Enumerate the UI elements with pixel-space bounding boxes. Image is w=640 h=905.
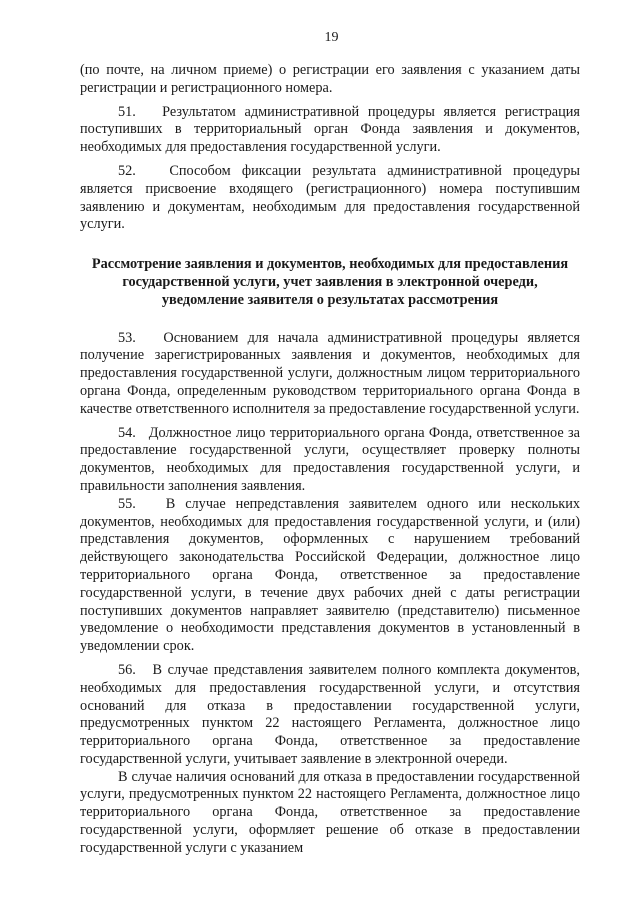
paragraph-56: 56. В случае представления заявителем полного комплекта документов, необходимых для предоставления государственной услуги, и отсутствия оснований для отказа в предоставлении государственной услуги, предусмотренных пунктом 22 настоящего Регламента, должностное лицо территориального органа Фонда, ответственное за предоставление государственной услуги, учитывает заявление в электронной очереди. <box>80 661 580 767</box>
paragraph-55: 55. В случае непредставления заявителем одного или нескольких документов, необходимых для предоставления государственной услуги, и (или) представления документов, оформленных с нарушением требований действующего законодательства Российской Федерации, должностное лицо территориального органа Фонда, ответственное за предоставление государственной услуги, в течение двух рабочих дней с даты регистрации поступивших документов направляет заявителю (представителю) письменное уведомление о необходимости представления документов в установленный в уведомлении срок. <box>80 495 580 655</box>
page-number: 19 <box>324 30 339 45</box>
paragraph-refusal: В случае наличия оснований для отказа в предоставлении государственной услуги, предусмотренных пунктом 22 настоящего Регламента, должностное лицо территориального органа Фонда, ответственное за предоставление государственной услуги, оформляет решение об отказе в предоставлении государственной услуги с указанием <box>80 768 580 856</box>
paragraph-51: 51. Результатом административной процедуры является регистрация поступивших в территориальный орган Фонда заявления и документов, необходимых для предоставления государственной услуги. <box>80 103 580 156</box>
paragraph-continuation: (по почте, на личном приеме) о регистрации его заявления с указанием даты регистрации и регистрационного номера. <box>80 62 580 96</box>
section-heading: Рассмотрение заявления и документов, необходимых для предоставления государственной услуги, учет заявления в электронной очереди, уведомление заявителя о результатах рассмотрения <box>91 256 569 308</box>
paragraph-54: 54. Должностное лицо территориального органа Фонда, ответственное за предоставление государственной услуги, осуществляет проверку полноты документов, необходимых для предоставления государственной услуги, и правильности заполнения заявления. <box>80 424 580 494</box>
paragraph-52: 52. Способом фиксации результата административной процедуры является присвоение входящего (регистрационного) номера поступившим заявлению и документам, необходимым для предоставления государственной услуги. <box>80 162 580 233</box>
paragraph-53: 53. Основанием для начала административной процедуры является получение зарегистрированных заявления и документов, необходимых для предоставления государственной услуги, должностным лицом территориального органа Фонда, определенным руководством территориального органа Фонда в качестве ответственного исполнителя за предоставление государственной услуги. <box>80 329 580 417</box>
